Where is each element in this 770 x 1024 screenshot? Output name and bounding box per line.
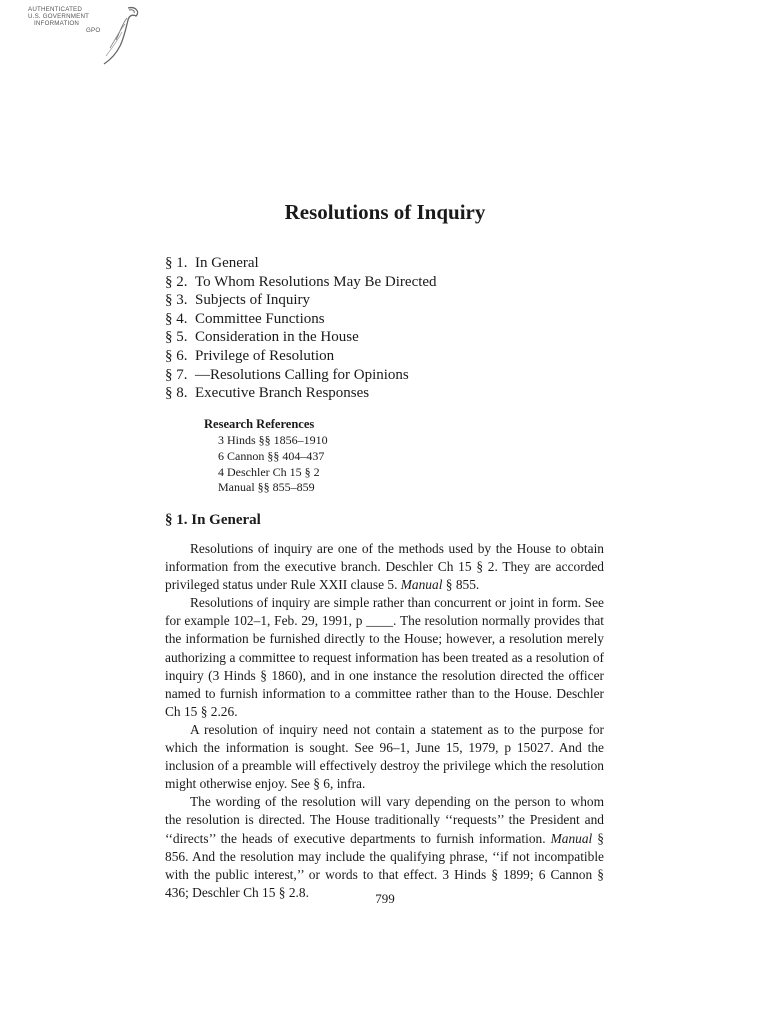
italic-run: Manual: [550, 830, 593, 846]
toc-item-number: § 7.: [165, 366, 188, 383]
toc-item-number: § 8.: [165, 385, 188, 402]
toc-item-label: Executive Branch Responses: [195, 385, 370, 402]
toc-item: [165, 273, 437, 292]
toc-item-number: § 5.: [165, 329, 188, 346]
research-reference-item: 6 Cannon §§ 404–437: [218, 448, 325, 463]
toc-item-label: To Whom Resolutions May Be Directed: [195, 273, 437, 290]
research-reference-item: Manual §§ 855–859: [218, 480, 315, 495]
page-number: 799: [375, 891, 395, 906]
seal-line: U.S. GOVERNMENT: [28, 13, 90, 20]
toc-item-label: Consideration in the House: [195, 329, 359, 346]
toc-item: [165, 347, 437, 366]
toc-item-label: Privilege of Resolution: [195, 347, 335, 364]
seal-line: AUTHENTICATED: [28, 6, 83, 13]
toc-item-label: Subjects of Inquiry: [195, 292, 310, 309]
table-of-contents: [165, 254, 437, 403]
toc-item-label: In General: [195, 255, 259, 271]
toc-item: [165, 310, 437, 329]
text-run: The wording of the resolution will vary depending on the person to whom the resolution is directed. The House traditionally ‘‘requests’’ the President and ‘‘directs’’ the heads of executive departments to furnish information.: [165, 794, 604, 846]
italic-run: Manual: [400, 577, 443, 593]
page-title: Resolutions of Inquiry: [284, 200, 486, 224]
research-reference-item: 3 Hinds §§ 1856–1910: [218, 433, 328, 447]
gpo-authentication-seal: [28, 4, 140, 70]
research-reference-item: 4 Deschler Ch 15 § 2: [218, 464, 320, 479]
research-references: [204, 417, 328, 496]
body-paragraph: [165, 594, 604, 721]
research-references-heading: Research References: [204, 417, 315, 431]
text-run: A resolution of inquiry need not contain a statement as to the purpose for which the information is sought. See 96–1, June 15, 1979, p 15027. And the inclusion of a preamble will effectively destroy the privilege which the resolution might otherwise enjoy. See § 6, infra.: [165, 721, 604, 792]
section-heading: § 1. In General: [165, 512, 261, 528]
toc-item: [165, 291, 437, 310]
toc-item-label: Committee Functions: [195, 310, 325, 327]
body-paragraph: [165, 721, 604, 793]
toc-item-number: § 4.: [165, 310, 188, 327]
seal-line: GPO: [86, 27, 101, 34]
toc-item: [165, 366, 437, 385]
text-run: Resolutions of inquiry are simple rather than concurrent or joint in form. See for example 102–1, Feb. 29, 1991, p ____. The resolution normally provides that the information be furnished directly to the House; however, a resolution merely authorizing a committee to request information has been treated as a resolution of inquiry (3 Hinds § 1860), and in one instance the resolution directed the officer named to furnish information to a committee rather than to the House. Deschler Ch 15 § 2.26.: [165, 595, 604, 719]
toc-item-number: § 6.: [165, 347, 188, 364]
toc-item-number: § 2.: [165, 273, 188, 290]
research-references-list: [218, 433, 328, 496]
text-run: Resolutions of inquiry are one of the methods used by the House to obtain information from the executive branch. Deschler Ch 15 § 2. They are accorded privileged status under Rule XXII clause 5.: [165, 541, 604, 593]
body-paragraph: [165, 793, 604, 902]
body-paragraph: [165, 540, 604, 594]
toc-item: [165, 254, 437, 273]
seal-line: INFORMATION: [34, 20, 80, 27]
toc-item: [165, 384, 437, 403]
text-run: § 855.: [442, 577, 480, 593]
section-body: [165, 540, 604, 902]
text-run: § 856. And the resolution may include the qualifying phrase, ‘‘if not incompatible with the public interest,’’ or words to that effect. 3 Hinds § 1899; 6 Cannon § 436; Deschler Ch 15 § 2.8.: [165, 830, 605, 900]
toc-item: [165, 328, 437, 347]
toc-item-label: —Resolutions Calling for Opinions: [195, 366, 409, 383]
toc-item-number: § 1.: [165, 255, 188, 271]
toc-item-number: § 3.: [165, 292, 188, 309]
eagle-icon: [98, 4, 140, 68]
